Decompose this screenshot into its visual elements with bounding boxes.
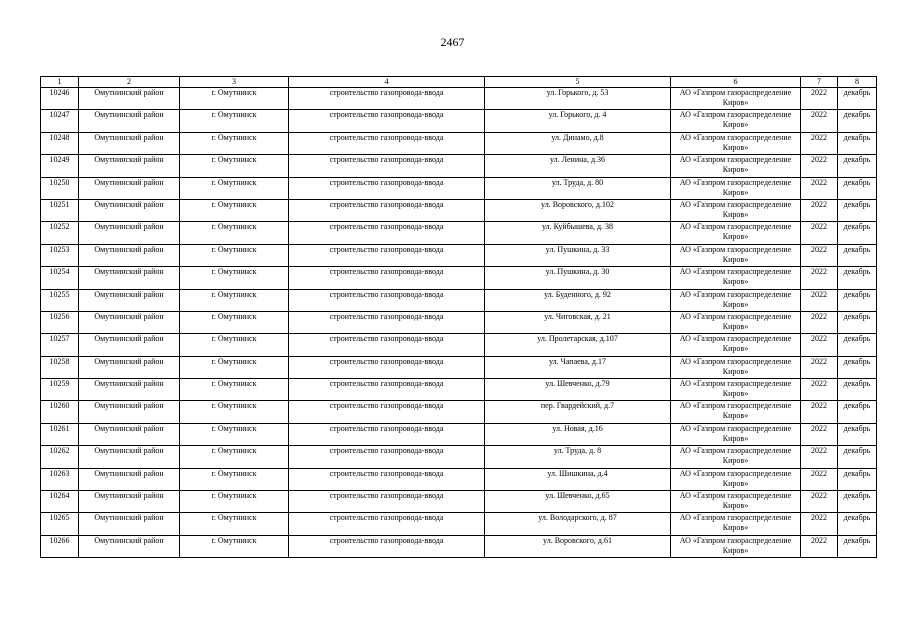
cell-month: декабрь: [838, 535, 877, 557]
cell-work-type: строительство газопровода-ввода: [289, 311, 485, 333]
cell-month: декабрь: [838, 199, 877, 221]
cell-organization: АО «Газпром газораспределение Киров»: [671, 513, 801, 535]
table-row: [41, 513, 877, 535]
cell-address: ул. Шевченко, д.79: [485, 379, 671, 401]
cell-settlement: г. Омутнинск: [180, 311, 289, 333]
cell-work-type: строительство газопровода-ввода: [289, 468, 485, 490]
cell-work-type: строительство газопровода-ввода: [289, 222, 485, 244]
cell-settlement: г. Омутнинск: [180, 334, 289, 356]
cell-district: Омутнинский район: [79, 491, 180, 513]
cell-organization: АО «Газпром газораспределение Киров»: [671, 334, 801, 356]
cell-district: Омутнинский район: [79, 267, 180, 289]
cell-settlement: г. Омутнинск: [180, 110, 289, 132]
cell-settlement: г. Омутнинск: [180, 379, 289, 401]
cell-work-type: строительство газопровода-ввода: [289, 423, 485, 445]
cell-district: Омутнинский район: [79, 423, 180, 445]
cell-year: 2022: [801, 267, 838, 289]
table-row: [41, 222, 877, 244]
cell-work-type: строительство газопровода-ввода: [289, 334, 485, 356]
cell-row-number: 10251: [41, 199, 79, 221]
cell-month: декабрь: [838, 244, 877, 266]
cell-month: декабрь: [838, 267, 877, 289]
column-header: 3: [180, 77, 289, 88]
cell-year: 2022: [801, 88, 838, 110]
cell-work-type: строительство газопровода-ввода: [289, 491, 485, 513]
cell-row-number: 10256: [41, 311, 79, 333]
cell-year: 2022: [801, 244, 838, 266]
cell-month: декабрь: [838, 110, 877, 132]
table-row: [41, 311, 877, 333]
table-body: [41, 88, 877, 558]
cell-district: Омутнинский район: [79, 88, 180, 110]
cell-year: 2022: [801, 535, 838, 557]
cell-work-type: строительство газопровода-ввода: [289, 110, 485, 132]
cell-work-type: строительство газопровода-ввода: [289, 401, 485, 423]
table-row: [41, 199, 877, 221]
cell-work-type: строительство газопровода-ввода: [289, 379, 485, 401]
cell-address: ул. Володарского, д. 87: [485, 513, 671, 535]
table-row: [41, 401, 877, 423]
table-row: [41, 468, 877, 490]
table-row: [41, 334, 877, 356]
cell-address: ул. Труда, д. 8: [485, 446, 671, 468]
cell-row-number: 10261: [41, 423, 79, 445]
cell-address: пер. Гвардейский, д.7: [485, 401, 671, 423]
cell-work-type: строительство газопровода-ввода: [289, 267, 485, 289]
cell-organization: АО «Газпром газораспределение Киров»: [671, 88, 801, 110]
table-row: [41, 535, 877, 557]
table-row: [41, 267, 877, 289]
cell-settlement: г. Омутнинск: [180, 356, 289, 378]
column-header: 6: [671, 77, 801, 88]
cell-district: Омутнинский район: [79, 356, 180, 378]
cell-year: 2022: [801, 222, 838, 244]
cell-work-type: строительство газопровода-ввода: [289, 199, 485, 221]
cell-address: ул. Шевченко, д.65: [485, 491, 671, 513]
cell-row-number: 10252: [41, 222, 79, 244]
cell-month: декабрь: [838, 468, 877, 490]
cell-month: декабрь: [838, 513, 877, 535]
cell-row-number: 10260: [41, 401, 79, 423]
cell-row-number: 10259: [41, 379, 79, 401]
table-row: [41, 88, 877, 110]
cell-work-type: строительство газопровода-ввода: [289, 177, 485, 199]
cell-month: декабрь: [838, 491, 877, 513]
cell-address: ул. Куйбышева, д. 38: [485, 222, 671, 244]
cell-row-number: 10246: [41, 88, 79, 110]
cell-address: ул. Шишкина, д.4: [485, 468, 671, 490]
cell-settlement: г. Омутнинск: [180, 222, 289, 244]
cell-address: ул. Труда, д. 80: [485, 177, 671, 199]
cell-district: Омутнинский район: [79, 110, 180, 132]
cell-year: 2022: [801, 177, 838, 199]
cell-district: Омутнинский район: [79, 289, 180, 311]
cell-district: Омутнинский район: [79, 401, 180, 423]
cell-work-type: строительство газопровода-ввода: [289, 88, 485, 110]
cell-year: 2022: [801, 446, 838, 468]
cell-row-number: 10250: [41, 177, 79, 199]
cell-settlement: г. Омутнинск: [180, 468, 289, 490]
table-row: [41, 110, 877, 132]
cell-month: декабрь: [838, 88, 877, 110]
cell-address: ул. Динамо, д.8: [485, 132, 671, 154]
table-row: [41, 423, 877, 445]
cell-year: 2022: [801, 513, 838, 535]
cell-year: 2022: [801, 401, 838, 423]
cell-address: ул. Чиговская, д. 21: [485, 311, 671, 333]
cell-organization: АО «Газпром газораспределение Киров»: [671, 155, 801, 177]
cell-work-type: строительство газопровода-ввода: [289, 289, 485, 311]
cell-row-number: 10258: [41, 356, 79, 378]
cell-address: ул. Буденного, д. 92: [485, 289, 671, 311]
cell-work-type: строительство газопровода-ввода: [289, 155, 485, 177]
cell-organization: АО «Газпром газораспределение Киров»: [671, 132, 801, 154]
cell-settlement: г. Омутнинск: [180, 267, 289, 289]
cell-settlement: г. Омутнинск: [180, 446, 289, 468]
column-header: 4: [289, 77, 485, 88]
cell-address: ул. Горького, д. 53: [485, 88, 671, 110]
cell-settlement: г. Омутнинск: [180, 423, 289, 445]
table-row: [41, 177, 877, 199]
table-row: [41, 132, 877, 154]
cell-row-number: 10249: [41, 155, 79, 177]
header-row: [41, 77, 877, 88]
table-row: [41, 155, 877, 177]
cell-month: декабрь: [838, 222, 877, 244]
cell-work-type: строительство газопровода-ввода: [289, 244, 485, 266]
cell-settlement: г. Омутнинск: [180, 289, 289, 311]
page-number: 2467: [440, 35, 465, 49]
table-row: [41, 446, 877, 468]
cell-month: декабрь: [838, 446, 877, 468]
cell-address: ул. Пушкина, д. 30: [485, 267, 671, 289]
cell-year: 2022: [801, 334, 838, 356]
cell-organization: АО «Газпром газораспределение Киров»: [671, 401, 801, 423]
cell-organization: АО «Газпром газораспределение Киров»: [671, 423, 801, 445]
cell-month: декабрь: [838, 379, 877, 401]
cell-row-number: 10247: [41, 110, 79, 132]
cell-organization: АО «Газпром газораспределение Киров»: [671, 289, 801, 311]
cell-settlement: г. Омутнинск: [180, 177, 289, 199]
cell-district: Омутнинский район: [79, 199, 180, 221]
table-row: [41, 289, 877, 311]
cell-row-number: 10257: [41, 334, 79, 356]
table-row: [41, 491, 877, 513]
cell-year: 2022: [801, 356, 838, 378]
cell-settlement: г. Омутнинск: [180, 491, 289, 513]
cell-month: декабрь: [838, 401, 877, 423]
cell-work-type: строительство газопровода-ввода: [289, 356, 485, 378]
cell-organization: АО «Газпром газораспределение Киров»: [671, 267, 801, 289]
cell-settlement: г. Омутнинск: [180, 199, 289, 221]
cell-organization: АО «Газпром газораспределение Киров»: [671, 535, 801, 557]
cell-district: Омутнинский район: [79, 446, 180, 468]
cell-settlement: г. Омутнинск: [180, 401, 289, 423]
cell-district: Омутнинский район: [79, 513, 180, 535]
cell-district: Омутнинский район: [79, 222, 180, 244]
cell-district: Омутнинский район: [79, 379, 180, 401]
cell-district: Омутнинский район: [79, 155, 180, 177]
cell-year: 2022: [801, 379, 838, 401]
cell-organization: АО «Газпром газораспределение Киров»: [671, 222, 801, 244]
cell-row-number: 10253: [41, 244, 79, 266]
cell-settlement: г. Омутнинск: [180, 535, 289, 557]
cell-organization: АО «Газпром газораспределение Киров»: [671, 491, 801, 513]
cell-organization: АО «Газпром газораспределение Киров»: [671, 311, 801, 333]
cell-organization: АО «Газпром газораспределение Киров»: [671, 110, 801, 132]
cell-district: Омутнинский район: [79, 177, 180, 199]
cell-settlement: г. Омутнинск: [180, 513, 289, 535]
column-header: 1: [41, 77, 79, 88]
cell-settlement: г. Омутнинск: [180, 132, 289, 154]
cell-year: 2022: [801, 289, 838, 311]
cell-district: Омутнинский район: [79, 334, 180, 356]
cell-address: ул. Воровского, д.102: [485, 199, 671, 221]
cell-year: 2022: [801, 491, 838, 513]
cell-district: Омутнинский район: [79, 311, 180, 333]
cell-month: декабрь: [838, 177, 877, 199]
cell-organization: АО «Газпром газораспределение Киров»: [671, 244, 801, 266]
table-row: [41, 356, 877, 378]
cell-work-type: строительство газопровода-ввода: [289, 535, 485, 557]
cell-year: 2022: [801, 155, 838, 177]
cell-row-number: 10263: [41, 468, 79, 490]
cell-organization: АО «Газпром газораспределение Киров»: [671, 356, 801, 378]
table-row: [41, 379, 877, 401]
cell-district: Омутнинский район: [79, 244, 180, 266]
cell-row-number: 10248: [41, 132, 79, 154]
cell-month: декабрь: [838, 311, 877, 333]
cell-settlement: г. Омутнинск: [180, 244, 289, 266]
cell-row-number: 10265: [41, 513, 79, 535]
cell-row-number: 10266: [41, 535, 79, 557]
cell-address: ул. Воровского, д.61: [485, 535, 671, 557]
table-row: [41, 244, 877, 266]
cell-address: ул. Пролетарская, д.107: [485, 334, 671, 356]
cell-district: Омутнинский район: [79, 535, 180, 557]
cell-month: декабрь: [838, 132, 877, 154]
cell-address: ул. Горького, д. 4: [485, 110, 671, 132]
column-header: 7: [801, 77, 838, 88]
column-header: 8: [838, 77, 877, 88]
cell-organization: АО «Газпром газораспределение Киров»: [671, 468, 801, 490]
cell-month: декабрь: [838, 289, 877, 311]
cell-year: 2022: [801, 110, 838, 132]
cell-year: 2022: [801, 199, 838, 221]
cell-year: 2022: [801, 468, 838, 490]
cell-row-number: 10254: [41, 267, 79, 289]
cell-year: 2022: [801, 423, 838, 445]
cell-district: Омутнинский район: [79, 468, 180, 490]
cell-organization: АО «Газпром газораспределение Киров»: [671, 379, 801, 401]
cell-work-type: строительство газопровода-ввода: [289, 513, 485, 535]
cell-organization: АО «Газпром газораспределение Киров»: [671, 446, 801, 468]
cell-settlement: г. Омутнинск: [180, 88, 289, 110]
cell-district: Омутнинский район: [79, 132, 180, 154]
cell-month: декабрь: [838, 155, 877, 177]
column-header: 2: [79, 77, 180, 88]
cell-row-number: 10264: [41, 491, 79, 513]
column-header: 5: [485, 77, 671, 88]
cell-address: ул. Чапаева, д.17: [485, 356, 671, 378]
cell-row-number: 10262: [41, 446, 79, 468]
cell-year: 2022: [801, 311, 838, 333]
cell-address: ул. Ленина, д.36: [485, 155, 671, 177]
cell-work-type: строительство газопровода-ввода: [289, 132, 485, 154]
cell-row-number: 10255: [41, 289, 79, 311]
cell-month: декабрь: [838, 356, 877, 378]
cell-organization: АО «Газпром газораспределение Киров»: [671, 177, 801, 199]
cell-month: декабрь: [838, 423, 877, 445]
works-table: [40, 76, 877, 558]
cell-settlement: г. Омутнинск: [180, 155, 289, 177]
cell-address: ул. Новая, д.16: [485, 423, 671, 445]
cell-organization: АО «Газпром газораспределение Киров»: [671, 199, 801, 221]
cell-year: 2022: [801, 132, 838, 154]
cell-month: декабрь: [838, 334, 877, 356]
cell-work-type: строительство газопровода-ввода: [289, 446, 485, 468]
cell-address: ул. Пушкина, д. 33: [485, 244, 671, 266]
